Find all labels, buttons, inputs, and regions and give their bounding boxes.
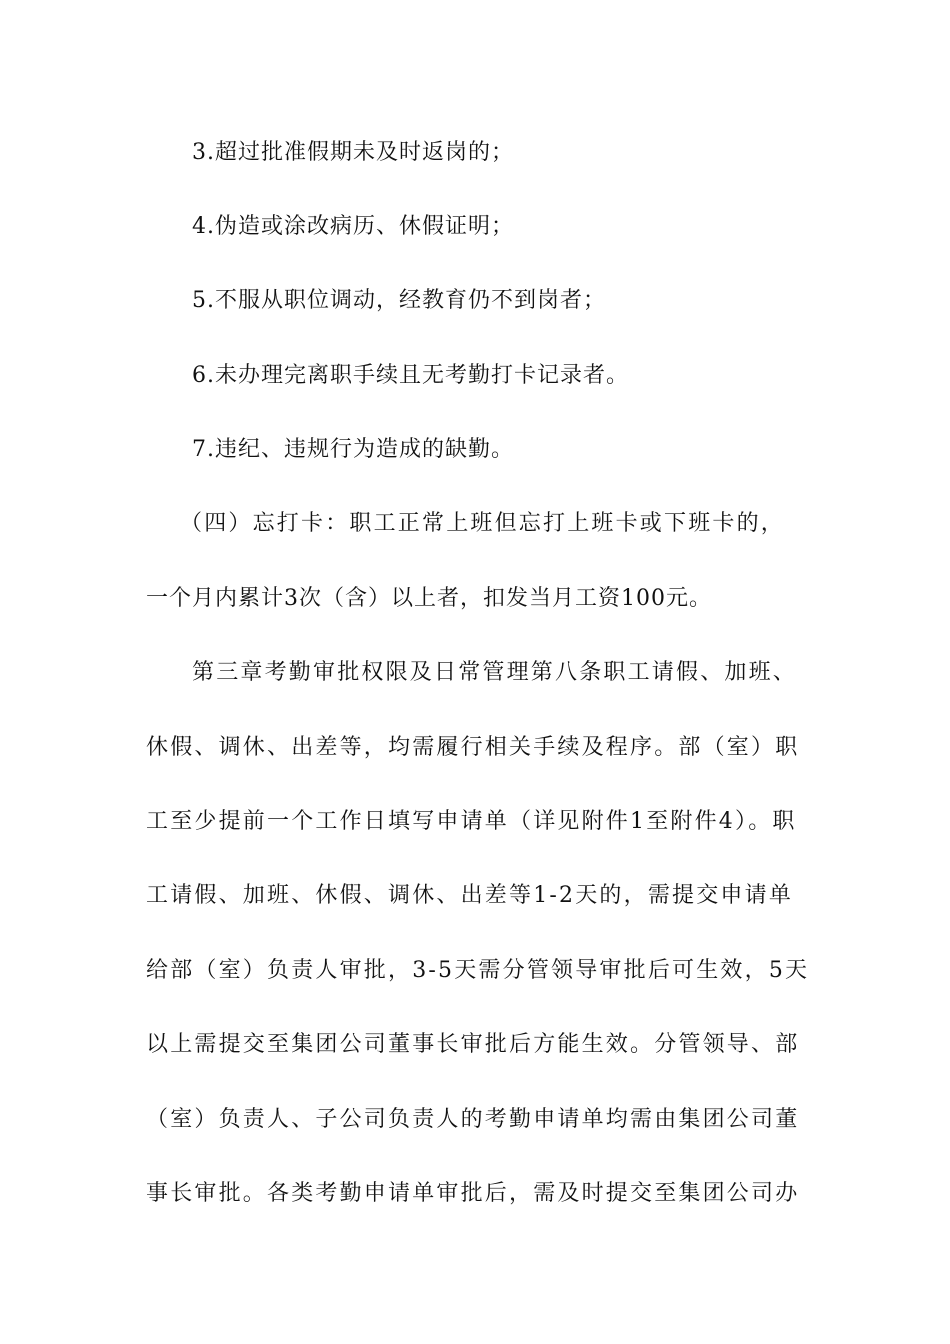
list-item-4: 4.伪造或涂改病历、休假证明； <box>192 214 514 239</box>
list-item-7: 7.违纪、违规行为造成的缺勤。 <box>192 437 514 462</box>
paragraph-chapter3-line-8: 事长审批。各类考勤申请单审批后，需及时提交至集团公司办 <box>146 1181 800 1206</box>
list-item-5: 5.不服从职位调动，经教育仍不到岗者； <box>192 288 606 313</box>
paragraph-chapter3-line-5: 给部（室）负责人审批，3-5天需分管领导审批后可生效，5天 <box>146 958 810 983</box>
paragraph-chapter3-line-1: 第三章考勤审批权限及日常管理第八条职工请假、加班、 <box>192 660 798 685</box>
paragraph-chapter3-line-6: 以上需提交至集团公司董事长审批后方能生效。分管领导、部 <box>146 1032 800 1057</box>
list-item-6: 6.未办理完离职手续且无考勤打卡记录者。 <box>192 363 629 388</box>
list-item-3: 3.超过批准假期未及时返岗的； <box>192 140 514 165</box>
paragraph-chapter3-line-3: 工至少提前一个工作日填写申请单（详见附件1至附件4）。职 <box>146 809 797 834</box>
paragraph-forget-punch-line-2: 一个月内累计3次（含）以上者，扣发当月工资100元。 <box>146 586 712 611</box>
paragraph-chapter3-line-4: 工请假、加班、休假、调休、出差等1-2天的，需提交申请单 <box>146 883 794 908</box>
paragraph-chapter3-line-2: 休假、调休、出差等，均需履行相关手续及程序。部（室）职 <box>146 735 800 760</box>
paragraph-chapter3-line-7: （室）负责人、子公司负责人的考勤申请单均需由集团公司董 <box>146 1107 800 1132</box>
paragraph-forget-punch-line-1: （四）忘打卡：职工正常上班但忘打上班卡或下班卡的， <box>180 511 786 536</box>
